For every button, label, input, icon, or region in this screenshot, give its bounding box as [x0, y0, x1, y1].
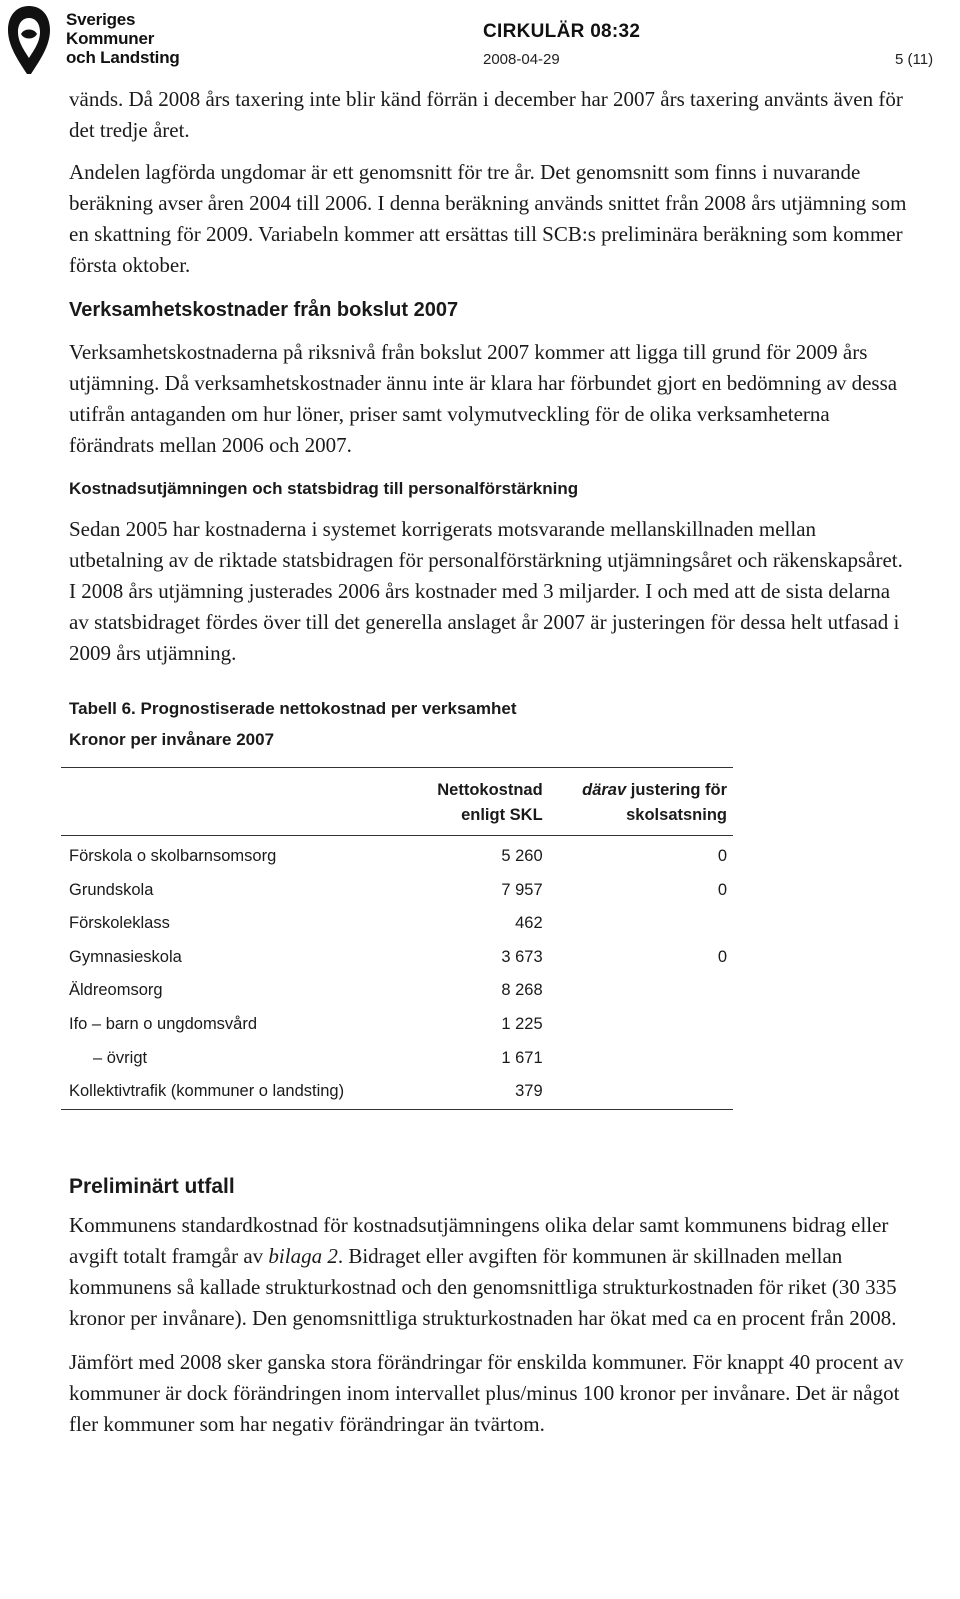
cost-table-wrapper	[61, 767, 733, 1110]
table-caption-title: Prognostiserade nettokostnad per verksamhet	[140, 699, 517, 718]
row-adj: 0	[717, 947, 727, 966]
section-heading: Kostnadsutjämningen och statsbidrag till personalförstärkning	[69, 479, 579, 498]
table-row	[61, 1008, 733, 1042]
paragraph: Sedan 2005 har kostnaderna i systemet korrigerats motsvarande mellanskillnaden mellan utbetalning av de riktade statsbidragen för personalförstärkning utjämningsåret och räkenskapsåret. I 2008 års utjämning justerades 2006 års kostnader med 3 miljarder. I och med att de sista delarna av statsbidraget fördes över till det generella anslaget år 2007 är justeringen för dessa helt utfasad i 2009 års utjämning.	[69, 517, 903, 665]
document-body	[69, 84, 909, 1440]
table-row	[61, 941, 733, 975]
table-row	[61, 874, 733, 908]
col-adj-line2: skolsatsning	[626, 806, 727, 824]
row-label: Förskola o skolbarnsomsorg	[69, 847, 277, 865]
row-net: 3 673	[501, 947, 543, 966]
table-caption-label: Tabell 6.	[69, 699, 136, 718]
row-adj	[549, 1008, 733, 1042]
row-adj	[549, 1042, 733, 1076]
table-header-cell	[549, 768, 733, 836]
row-label: Gymnasieskola	[69, 947, 182, 966]
table-header-cell	[61, 768, 420, 836]
row-label: Förskoleklass	[69, 914, 170, 933]
table-row	[61, 974, 733, 1008]
skl-logo-icon	[6, 4, 52, 76]
col-adj-line1: justering för	[630, 781, 727, 799]
col-net-line2: enligt SKL	[461, 806, 543, 824]
row-adj	[549, 974, 733, 1008]
cost-table	[61, 767, 733, 1110]
col-net-line1: Nettokostnad	[437, 781, 543, 799]
row-net: 379	[420, 1075, 549, 1109]
attachment-reference: bilaga 2	[268, 1243, 338, 1268]
page-number: 5 (11)	[895, 51, 934, 68]
row-label: Grundskola	[69, 880, 154, 899]
org-line: Sveriges	[66, 10, 136, 29]
col-adj-emphasis: därav	[582, 781, 627, 799]
org-line: och Landsting	[66, 48, 180, 67]
table-row	[61, 1042, 733, 1076]
row-net: 7 957	[501, 880, 543, 899]
row-label: – övrigt	[93, 1048, 148, 1067]
row-label: Kollektivtrafik (kommuner o landsting)	[61, 1075, 420, 1109]
section-heading: Verksamhetskostnader från bokslut 2007	[69, 299, 459, 321]
paragraph: vänds. Då 2008 års taxering inte blir känd förrän i december har 2007 års taxering använts även för det tredje året.	[69, 87, 903, 142]
row-adj: 0	[717, 880, 727, 899]
circular-number: CIRKULÄR 08:32	[483, 21, 641, 42]
circular-date: 2008-04-29	[483, 51, 560, 68]
row-label: Ifo – barn o ungdomsvård	[69, 1014, 258, 1033]
table-row	[61, 836, 733, 874]
table-caption	[69, 693, 909, 724]
table-header-cell	[420, 768, 549, 836]
row-net: 5 260	[501, 847, 543, 865]
row-net: 8 268	[501, 981, 543, 1000]
row-adj	[549, 1075, 733, 1109]
page-header	[0, 0, 960, 80]
row-net: 1 671	[501, 1048, 543, 1067]
paragraph-text: . Bidraget eller avgiften för kommunen är skillnaden mellan kommunens så kallade strukturkostnad och den genomsnittliga strukturkostnaden för riket (30 335 kronor per invånare). Den genomsnittliga strukturkostnaden har ökat med ca en procent från 2008.	[69, 1243, 897, 1330]
table-row	[61, 907, 733, 941]
paragraph: Verksamhetskostnaderna på riksnivå från bokslut 2007 kommer att ligga till grund för 2009 års utjämning. Då verksamhetskostnader ännu inte är klara har förbundet gjort en bedömning av dessa utifrån antaganden om hur löner, priser samt volymutveckling för de olika verksamheterna förändrats mellan 2006 och 2007.	[69, 340, 898, 457]
paragraph: Jämfört med 2008 sker ganska stora förändringar för enskilda kommuner. För knappt 40 procent av kommuner är dock förändringen inom intervallet plus/minus 100 kronor per invånare. Det är något fler kommuner som har negativ förändringar än tvärtom.	[69, 1349, 904, 1436]
row-net: 462	[515, 914, 543, 933]
org-line: Kommuner	[66, 29, 155, 48]
row-adj	[549, 907, 733, 941]
table-header-row	[61, 768, 733, 836]
row-net: 1 225	[501, 1014, 543, 1033]
table-row	[61, 1075, 733, 1109]
row-label: Äldreomsorg	[69, 981, 163, 1000]
paragraph: Andelen lagförda ungdomar är ett genomsnitt för tre år. Det genomsnitt som finns i nuvarande beräkning avser åren 2004 till 2006. I denna beräkning används snittet från 2008 års utjämning som en skattning för 2009. Variabeln kommer att ersättas till SCB:s preliminära beräkning som kommer första oktober.	[69, 160, 907, 277]
organization-name	[66, 10, 180, 67]
section-heading: Preliminärt utfall	[69, 1174, 235, 1198]
row-adj: 0	[717, 847, 727, 865]
paragraph	[69, 1210, 909, 1334]
paragraph-text: Kommunens standardkostnad för kostnadsutjämningens olika delar samt kommunens bidrag eller avgift totalt framgår av	[69, 1212, 889, 1268]
table-caption-subtitle: Kronor per invånare 2007	[69, 730, 275, 749]
